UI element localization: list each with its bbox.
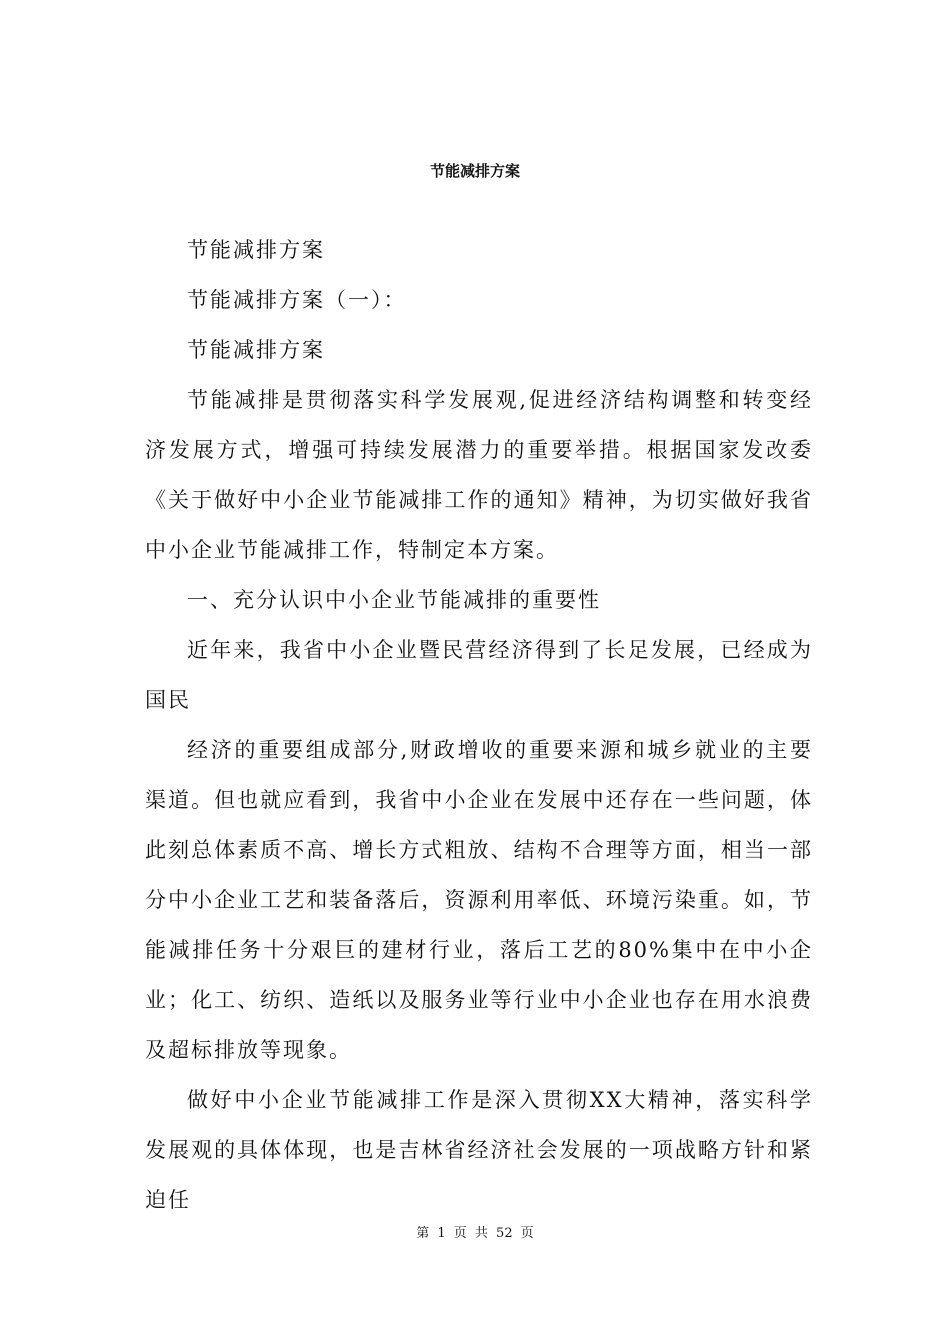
paragraph-intro: 节能减排是贯彻落实科学发展观,促进经济结构调整和转变经济发展方式，增强可持续发展潜力的重要举措。根据国家发改委《关于做好中小企业节能减排工作的通知》精神，为切实做好我省中小企业节能减排工作，特制定本方案。 (145, 388, 813, 562)
paragraph-importance: 做好中小企业节能减排工作是深入贯彻XX大精神，落实科学发展观的具体体现，也是吉林省经济社会发展的一项战略方针和紧迫任 (145, 1088, 813, 1212)
paragraph-economy: 经济的重要组成部分,财政增收的重要来源和城乡就业的主要渠道。但也就应看到，我省中小企业在发展中还存在一些问题，体此刻总体素质不高、增长方式粗放、结构不合理等方面，相当一部分中小企业工艺和装备落后，资源利用率低、环境污染重。如，节能减排任务十分艰巨的建材行业，落后工艺的80%集中在中小企业；化工、纺织、造纸以及服务业等行业中小企业也存在用水浪费及超标排放等现象。 (145, 738, 813, 1062)
paragraph-heading: 节能减排方案 (187, 238, 325, 262)
paragraph-subheading: 节能减排方案（一）： (187, 288, 407, 312)
paragraph-recent-years: 近年来，我省中小企业暨民营经济得到了长足发展，已经成为国民 (145, 638, 813, 712)
paragraph-section-title: 节能减排方案 (187, 338, 325, 362)
paragraph-section-one-title: 一、充分认识中小企业节能减排的重要性 (187, 588, 601, 612)
document-title: 节能减排方案 (429, 162, 520, 180)
page-footer: 第 1 页 共 52 页 (416, 1226, 534, 1241)
document-body (145, 225, 813, 1225)
